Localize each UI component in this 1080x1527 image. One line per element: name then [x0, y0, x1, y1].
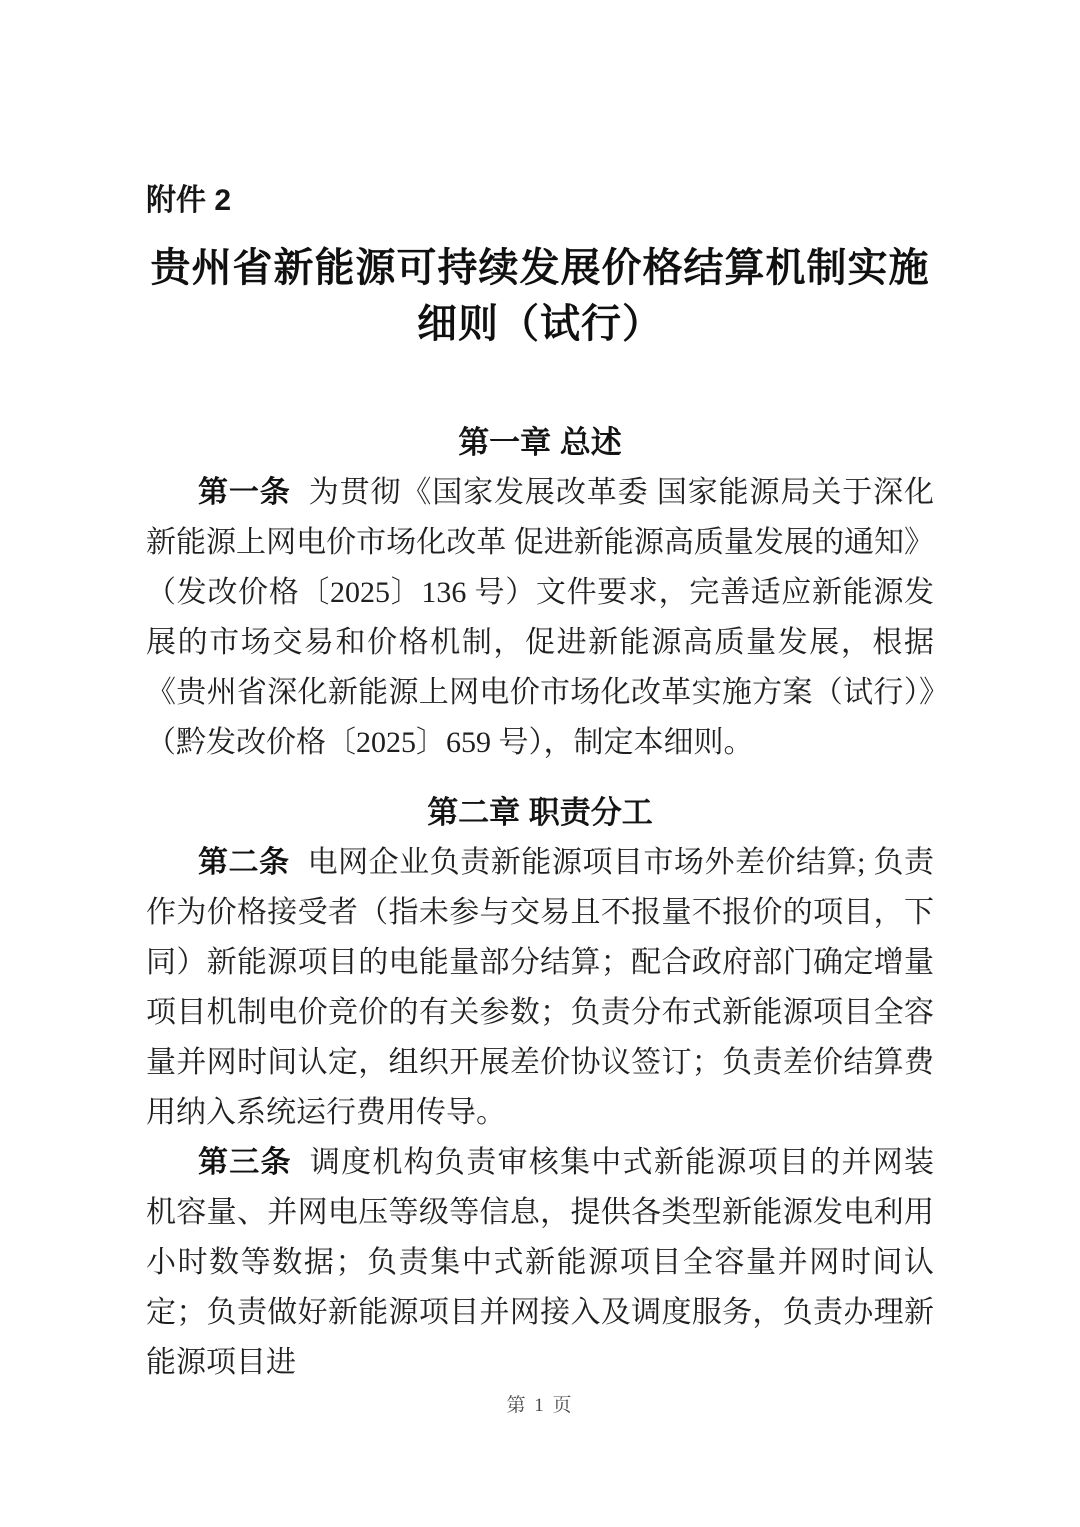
page-number: 第 1 页	[506, 1395, 574, 1416]
document-title	[146, 240, 934, 352]
chapter-1-heading: 第一章 总述	[458, 425, 622, 460]
article-1-text: 为贯彻《国家发展改革委 国家能源局关于深化新能源上网电价市场化改革 促进新能源高质量发展的通知》（发改价格〔2025〕136 号）文件要求，完善适应新能源发展的市场交易和价格机制，促进新能源高质量发展，根据《贵州省深化新能源上网电价市场化改革实施方案（试行）》（黔发改价格〔2025〕659 号），制定本细则。	[146, 476, 935, 759]
article-2	[146, 838, 934, 1138]
article-3	[146, 1138, 934, 1388]
article-1-label: 第一条	[198, 476, 291, 509]
document-title-line2: 细则（试行）	[417, 302, 663, 346]
attachment-label: 附件 2	[146, 184, 232, 217]
article-2-label: 第二条	[198, 846, 290, 879]
article-2-text: 电网企业负责新能源项目市场外差价结算; 负责作为价格接受者（指未参与交易且不报量不报价的项目，下同）新能源项目的电能量部分结算；配合政府部门确定增量项目机制电价竞价的有关参数；负责分布式新能源项目全容量并网时间认定，组织开展差价协议签订；负责差价结算费用纳入系统运行费用传导。	[146, 846, 934, 1129]
document-title-line1: 贵州省新能源可持续发展价格结算机制实施	[150, 246, 930, 290]
article-3-label: 第三条	[198, 1146, 292, 1179]
chapter-2-heading: 第二章 职责分工	[427, 795, 653, 830]
article-3-text: 调度机构负责审核集中式新能源项目的并网装机容量、并网电压等级等信息，提供各类型新能源发电利用小时数等数据；负责集中式新能源项目全容量并网时间认定；负责做好新能源项目并网接入及调度服务，负责办理新能源项目进	[146, 1146, 935, 1379]
article-1	[146, 468, 934, 768]
